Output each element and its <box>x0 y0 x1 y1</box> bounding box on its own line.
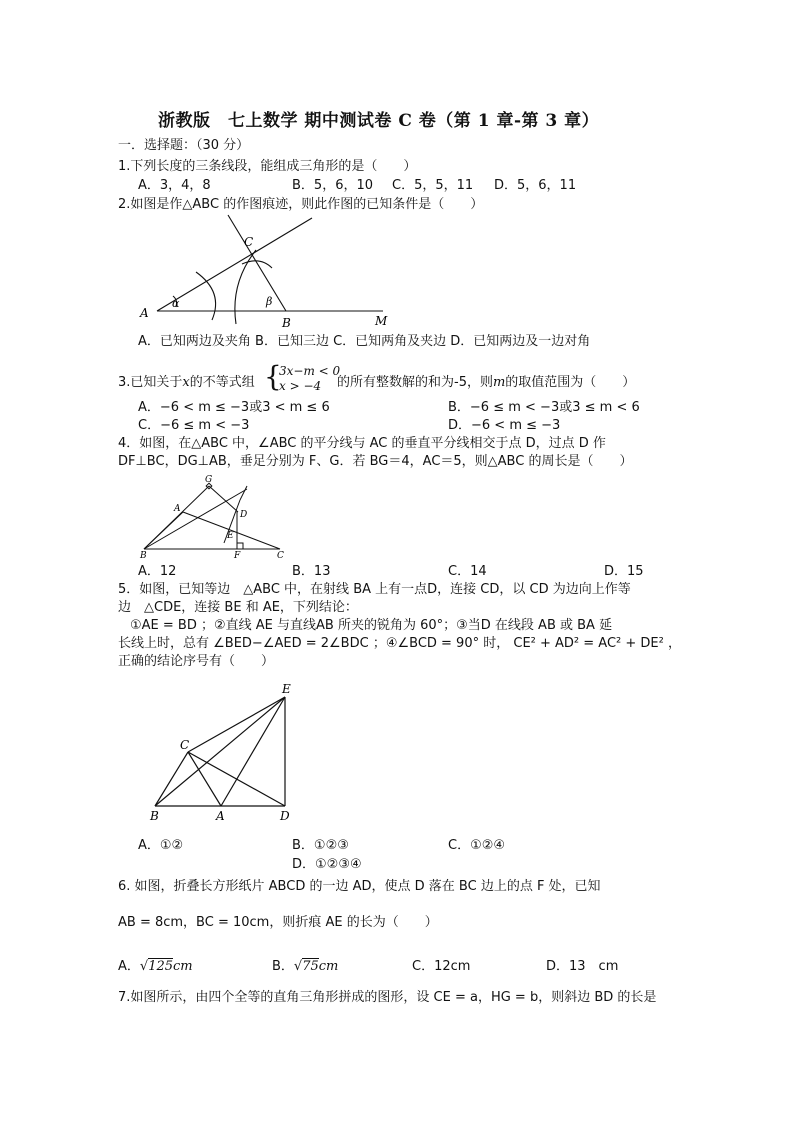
q4-label-f: F <box>234 551 241 561</box>
sqrt-icon: √ <box>139 959 149 974</box>
q6-line2: AB = 8cm，BC = 10cm，则折痕 AE 的长为（ ） <box>118 915 438 930</box>
q2-options: A．已知两边及夹角 B．已知三边 C．已知两角及夹边 D．已知两边及一边对角 <box>138 334 591 349</box>
q3-var-m: m <box>492 375 506 390</box>
q5-option-b: B．①②③ <box>292 838 349 853</box>
q6-option-d: D．13 cm <box>546 959 619 974</box>
q4-label-g: G <box>205 475 213 485</box>
q3-suffix1: 的所有整数解的和为-5，则 <box>337 375 493 390</box>
q5-label-c: C <box>180 738 190 752</box>
q2-label-a: A <box>140 306 149 320</box>
q6-option-b-radicand: 75 <box>302 959 319 974</box>
q3-var-x: x <box>182 375 190 390</box>
q4-option-a: A．12 <box>138 564 177 579</box>
q5-option-a: A．①② <box>138 838 184 853</box>
q3-mid: 的不等式组 <box>189 375 255 390</box>
q2-label-b: B <box>282 316 291 330</box>
q5-label-e: E <box>282 682 291 696</box>
q1-stem: 1.下列长度的三条线段，能组成三角形的是（ ） <box>118 159 417 174</box>
q5-line1: 5．如图，已知等边 △ABC 中，在射线 BA 上有一点D，连接 CD，以 CD 为边向上作等 <box>118 582 631 597</box>
q3-system-line2: x > −4 <box>279 379 322 393</box>
q4-line1: 4．如图，在△ABC 中，∠ABC 的平分线与 AC 的垂直平分线相交于点 D，过点 D 作 <box>118 436 606 451</box>
q2-stem: 2.如图是作△ABC 的作图痕迹，则此作图的已知条件是（ ） <box>118 197 484 212</box>
q3-system-line1: 3x−m < 0 <box>279 364 341 378</box>
q6-option-a-label: A． <box>118 959 140 974</box>
q4-label-c: C <box>277 551 284 561</box>
q5-line5: 正确的结论序号有（ ） <box>118 654 275 669</box>
q4-label-a: A <box>174 504 181 514</box>
q4-label-d: D <box>240 510 248 520</box>
page-title: 浙教版 七上数学 期中测试卷 C 卷（第 1 章-第 3 章） <box>158 111 600 131</box>
q5-label-b: B <box>150 809 159 823</box>
q1-option-a: A．3，4，8 <box>138 178 211 193</box>
q6-option-a-unit: cm <box>173 959 193 974</box>
q7-line1: 7.如图所示，由四个全等的直角三角形拼成的图形，设 CE = a，HG = b，则斜边 BD 的长是 <box>118 990 657 1005</box>
q6-option-a <box>118 958 193 976</box>
q5-option-c: C．①②④ <box>448 838 506 853</box>
q2-label-c: C <box>244 235 254 249</box>
q4-option-b: B．13 <box>292 564 331 579</box>
q2-label-alpha: α <box>172 297 180 310</box>
q4-line2: DF⊥BC，DG⊥AB，垂足分别为 F、G．若 BG＝4，AC＝5，则△ABC 的周长是（ ） <box>118 454 633 469</box>
q6-option-b <box>272 958 338 976</box>
q5-line3: ①AE = BD ；②直线 AE 与直线AB 所夹的锐角为 60°；③当D 在线段 AB 或 BA 延 <box>130 618 613 633</box>
q3-option-d: D．−6 < m ≤ −3 <box>448 418 561 433</box>
section-heading: 一．选择题：（30 分） <box>118 138 250 153</box>
q2-label-beta: β <box>266 295 273 308</box>
q3-brace: { <box>264 360 282 393</box>
q5-option-d: D．①②③④ <box>292 857 362 872</box>
q5-line4: 长线上时，总有 ∠BED−∠AED = 2∠BDC ；④∠BCD = 90° 时， CE² + AD² = AC² + DE² ， <box>118 636 681 651</box>
q5-label-d: D <box>280 809 290 823</box>
q6-line1: 6. 如图，折叠长方形纸片 ABCD 的一边 AD，使点 D 落在 BC 边上的点 F 处，已知 <box>118 879 601 894</box>
q1-option-c: C．5，5，11 <box>392 178 474 193</box>
q3-option-a: A．−6 < m ≤ −3或3 < m ≤ 6 <box>138 400 330 415</box>
q4-label-b: B <box>140 551 147 561</box>
q6-option-b-unit: cm <box>318 959 339 974</box>
q6-option-c: C．12cm <box>412 959 471 974</box>
q5-label-a: A <box>216 809 225 823</box>
q6-option-b-label: B． <box>272 959 294 974</box>
sqrt-icon: √ <box>293 959 303 974</box>
q5-line2: 边 △CDE，连接 BE 和 AE，下列结论： <box>118 600 358 615</box>
q3-suffix2: 的取值范围为（ ） <box>505 375 636 390</box>
q4-option-c: C．14 <box>448 564 487 579</box>
q4-option-d: D．15 <box>604 564 644 579</box>
q3-option-b: B．−6 ≤ m < −3或3 ≤ m < 6 <box>448 400 640 415</box>
q3-option-c: C．−6 ≤ m < −3 <box>138 418 250 433</box>
q1-option-d: D．5，6，11 <box>494 178 577 193</box>
q2-label-m: M <box>375 314 388 328</box>
q6-option-a-radicand: 125 <box>148 959 174 974</box>
q1-option-b: B．5，6，10 <box>292 178 374 193</box>
q3-prefix: 3.已知关于 <box>118 375 183 390</box>
q4-label-e: E <box>227 531 234 541</box>
